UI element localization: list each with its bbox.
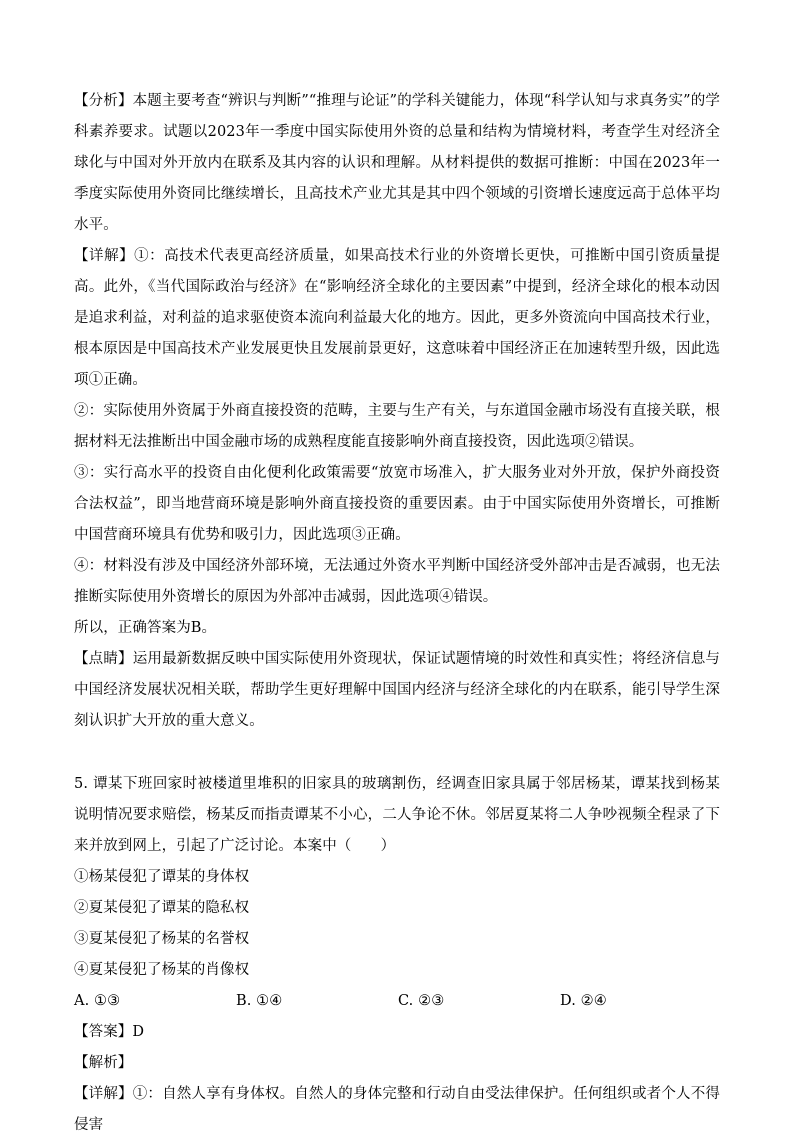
statement-4: ④夏某侵犯了杨某的肖像权: [74, 962, 250, 978]
answer-options: [74, 986, 720, 1017]
option-c: C. ②③: [398, 993, 445, 1009]
question-detail-paragraph: [74, 1079, 720, 1141]
question-stem: 5. 谭某下班回家时被楼道里堆积的旧家具的玻璃割伤，经调查旧家具属于邻居杨某，谭某找到杨某说明情况要求赔偿，杨某反而指责谭某不小心，二人争论不休。邻居夏某将二人争吵视频全程录了下来并放到网上，引起了广泛讨论。本案中（ ）: [74, 776, 720, 854]
detail-paragraph-1: [74, 241, 720, 396]
detail-paragraph-4: ④：材料没有涉及中国经济外部环境，无法通过外资水平判断中国经济受外部冲击是否减弱，也无法推断实际使用外资增长的原因为外部冲击减弱，因此选项④错误。: [74, 558, 720, 605]
question-detail-label: 【详解】: [74, 1086, 133, 1102]
document-content: [74, 86, 720, 1141]
analysis-label: 【分析】: [74, 93, 133, 109]
section-gap: [74, 737, 720, 769]
detail-paragraph-3: ③：实行高水平的投资自由化便利化政策需要“放宽市场准入，扩大服务业对外开放，保护外商投资合法权益”，即当地营商环境是影响外商直接投资的重要因素。由于中国实际使用外资增长，可推断中国营商环境具有优势和吸引力，因此选项③正确。: [74, 465, 720, 543]
answer-line: [74, 1017, 720, 1048]
statement-1: ①杨某侵犯了谭某的身体权: [74, 869, 250, 885]
option-b: B. ①④: [236, 993, 283, 1009]
statement-2: ②夏某侵犯了谭某的隐私权: [74, 900, 250, 916]
question-detail-text: ①：自然人享有身体权。自然人的身体完整和行动自由受法律保护。任何组织或者个人不得侵害: [74, 1086, 720, 1133]
detail-label: 【详解】: [74, 248, 135, 264]
analysis-label-line: 【解析】: [74, 1055, 133, 1071]
detail-conclusion: 所以，正确答案为B。: [74, 620, 217, 636]
comment-paragraph: [74, 644, 720, 737]
comment-text: 运用最新数据反映中国实际使用外资现状，保证试题情境的时效性和真实性；将经济信息与中国经济发展状况相关联，帮助学生更好理解中国国内经济与经济全球化的内在联系，能引导学生深刻认识扩大开放的重大意义。: [74, 651, 720, 729]
answer-value: D: [132, 1024, 145, 1040]
statement-3: ③夏某侵犯了杨某的名誉权: [74, 931, 250, 947]
answer-label: 【答案】: [74, 1024, 133, 1040]
option-a: A. ①③: [74, 993, 121, 1009]
comment-label: 【点睛】: [74, 651, 133, 667]
detail-paragraph-2: ②：实际使用外资属于外商直接投资的范畴，主要与生产有关，与东道国金融市场没有直接关联，根据材料无法推断出中国金融市场的成熟程度能直接影响外商直接投资，因此选项②错误。: [74, 403, 720, 450]
analysis-paragraph: [74, 86, 720, 241]
option-d: D. ②④: [560, 993, 607, 1009]
analysis-text: 本题主要考查“辨识与判断”“推理与论证”的学科关键能力，体现“科学认知与求真务实”的学科素养要求。试题以2023年一季度中国实际使用外资的总量和结构为情境材料，考查学生对经济全球化与中国对外开放内在联系及其内容的认识和理解。从材料提供的数据可推断：中国在2023年一季度实际使用外资同比继续增长，且高技术产业尤其是其中四个领域的引资增长速度远高于总体平均水平。: [74, 93, 720, 233]
detail-item-1: ①：高技术代表更高经济质量，如果高技术行业的外资增长更快，可推断中国引资质量提高。此外，《当代国际政治与经济》在“影响经济全球化的主要因素”中提到，经济全球化的根本动因是追求利益，对利益的追求驱使资本流向利益最大化的地方。因此，更多外资流向中国高技术行业，根本原因是中国高技术产业发展更快且发展前景更好，这意味着中国经济正在加速转型升级，因此选项①正确。: [74, 248, 720, 388]
